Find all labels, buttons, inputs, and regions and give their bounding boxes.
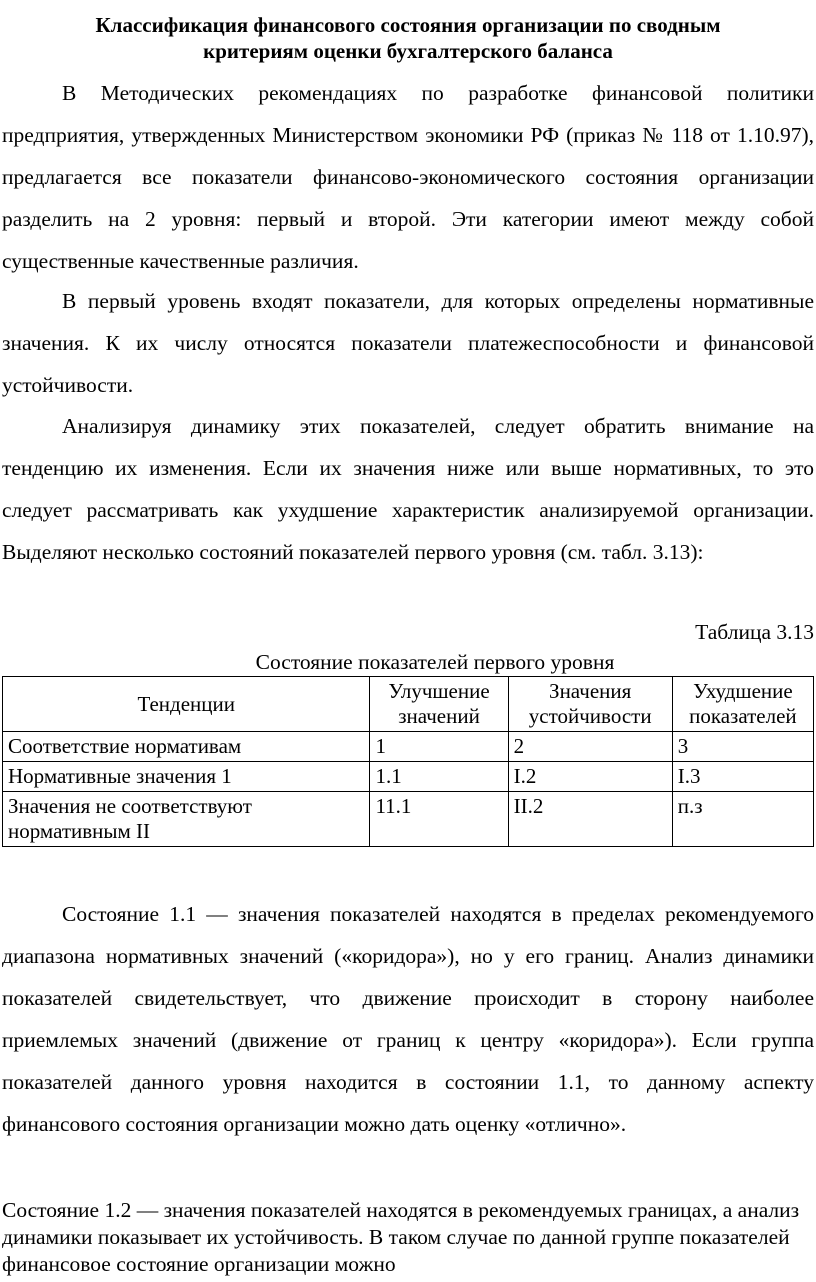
title-line-2: критериям оценки бухгалтерского баланса	[203, 39, 613, 63]
row-label: Значения не соответствуют нормативным II	[3, 792, 370, 847]
header-improvement: Улучшение значений	[370, 677, 508, 732]
cell-stability: I.2	[508, 762, 672, 792]
cell-deterioration: I.3	[672, 762, 813, 792]
table-row	[3, 732, 814, 762]
table-header-row	[3, 677, 814, 732]
table-row	[3, 792, 814, 847]
paragraph-first-level: В первый уровень входят показатели, для которых определены нормативные значения. К их числу относятся показатели платежеспособности и финансовой устойчивости.	[2, 289, 814, 397]
first-level-states-table	[2, 676, 814, 847]
cell-stability: II.2	[508, 792, 672, 847]
title-line-1: Классификация финансового состояния организации по сводным	[95, 13, 721, 37]
cell-stability: 2	[508, 732, 672, 762]
cell-improvement: 11.1	[370, 792, 508, 847]
table-row	[3, 762, 814, 792]
row-label: Соответствие нормативам	[3, 732, 370, 762]
paragraph-state-1-1: Состояние 1.1 — значения показателей находятся в пределах рекомендуемого диапазона нормативных значений («коридора»), но у его границ. Анализ динамики показателей свидетельствует, что движение происходит в сторону наиболее приемлемых значений (движение от границ к центру «коридора»). Если группа показателей данного уровня находится в состоянии 1.1, то данному аспекту финансового состояния организации можно дать оценку «отлично».	[2, 902, 814, 1136]
paragraph-dynamics: Анализируя динамику этих показателей, следует обратить внимание на тенденцию их изменения. Если их значения ниже или выше нормативных, то это следует рассматривать как ухудшение характеристик анализируемой организации. Выделяют несколько состояний показателей первого уровня (см. табл. 3.13):	[2, 414, 814, 564]
paragraph-state-1-2: Состояние 1.2 — значения показателей находятся в рекомендуемых границах, а анализ динамики показывает их устойчивость. В таком случае по данной группе показателей финансовое состояние организации можно	[2, 1198, 800, 1276]
table-caption: Состояние показателей первого уровня	[255, 650, 615, 674]
table-number: Таблица 3.13	[695, 620, 814, 644]
header-stability: Значения устойчивости	[508, 677, 672, 732]
cell-improvement: 1	[370, 732, 508, 762]
header-tendencies: Тенденции	[3, 677, 370, 732]
paragraph-methodology: В Методических рекомендациях по разработке финансовой политики предприятия, утвержденных Министерством экономики РФ (приказ № 118 от 1.10.97), предлагается все показатели финансово-экономического состояния организации разделить на 2 уровня: первый и второй. Эти категории имеют между собой существенные качественные различия.	[2, 81, 814, 273]
cell-deterioration: 3	[672, 732, 813, 762]
cell-improvement: 1.1	[370, 762, 508, 792]
row-label: Нормативные значения 1	[3, 762, 370, 792]
document-title	[0, 12, 816, 64]
header-deterioration: Ухудшение показателей	[672, 677, 813, 732]
cell-deterioration: п.з	[672, 792, 813, 847]
